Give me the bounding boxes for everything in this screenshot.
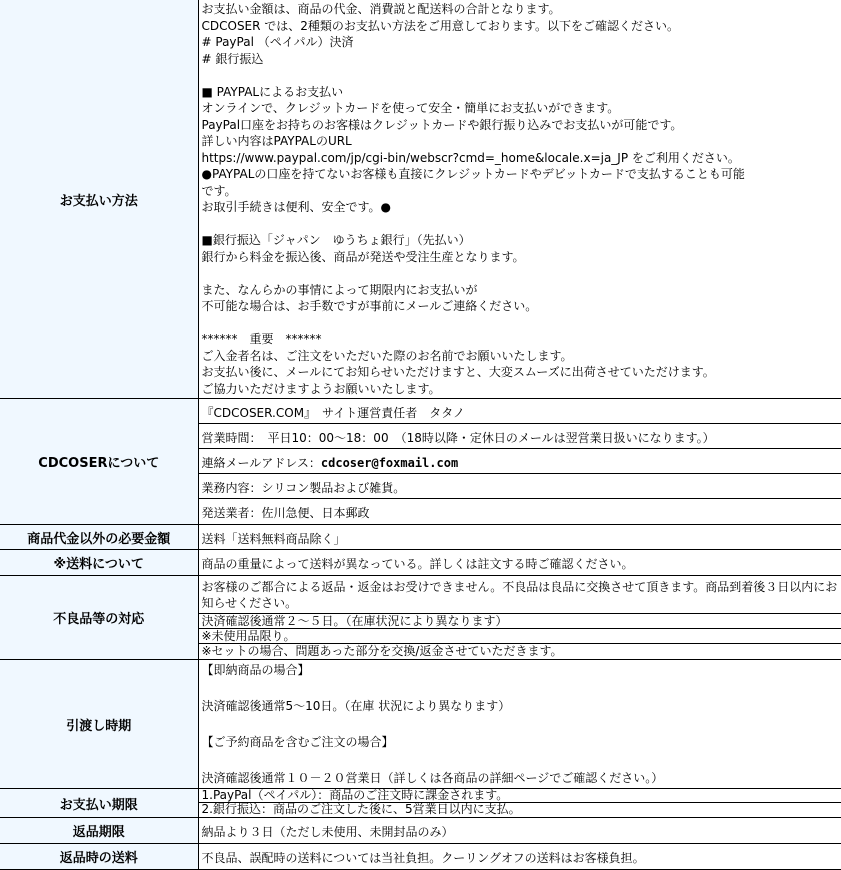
- about-shipper: 発送業者：佐川急便、日本郵政: [199, 499, 841, 524]
- paypal-url-line: https://www.paypal.com/jp/cgi-bin/webscr?cmd=_home&locale.x=ja_JP をご利用ください。: [202, 150, 839, 167]
- row-header-payment-method: お支払い方法: [0, 0, 198, 399]
- defects-set-note: ※セットの場合、問題あった部分を交換/返金させていただきます。: [199, 644, 841, 659]
- text-line: CDCOSER では、2種類のお支払い方法をご用意しております。以下をご確認ください。: [202, 18, 839, 35]
- text-line: また、なんらかの事情によって期限内にお支払いが: [202, 282, 839, 299]
- text-line: お取引手続きは便利、安全です。●: [202, 199, 839, 216]
- text-line: 詳しい内容はPAYPALのURL: [202, 133, 839, 150]
- row-payment-method: [0, 0, 841, 399]
- extra-fees-text: 送料「送料無料商品除く」: [199, 525, 841, 547]
- blank-line: [202, 751, 839, 769]
- about-operator: 『CDCOSER.COM』 サイト運営責任者 タタノ: [199, 399, 841, 424]
- return-deadline-text: 納品より３日（ただし未使用、未開封品のみ）: [199, 818, 841, 840]
- text-line: 【ご予約商品を含むご注文の場合】: [202, 733, 839, 751]
- text-line: 【即納商品の場合】: [202, 661, 839, 679]
- row-header-return-shipping: 返品時の送料: [0, 844, 198, 870]
- blank-line: [202, 315, 839, 332]
- text-line: 決済確認後通常5～10日。（在庫 状況により異なります）: [202, 697, 839, 715]
- text-line: 銀行から料金を振込後、商品が発送や受注生産となります。: [202, 249, 839, 266]
- row-header-payment-deadline: お支払い期限: [0, 789, 198, 818]
- return-deadline-content: [198, 818, 841, 844]
- defects-policy: お客様のご都合による返品・返金はお受けできません。不良品は良品に交換させて頂きます。商品到着後３日以内にお知らせください。: [199, 576, 841, 614]
- row-payment-deadline: [0, 789, 841, 818]
- shipping-text: 商品の重量によって送料が異なっている。詳しくは註文する時ご確認ください。: [199, 550, 841, 572]
- return-shipping-content: [198, 844, 841, 870]
- row-extra-fees: [0, 525, 841, 550]
- defects-content: [198, 576, 841, 660]
- text-line: 決済確認後通常１０－２０営業日（詳しくは各商品の詳細ページでご確認ください。）: [202, 769, 839, 787]
- text-line: # PayPal （ペイパル）決済: [202, 34, 839, 51]
- row-header-delivery: 引渡し時期: [0, 660, 198, 789]
- row-header-defects: 不良品等の対応: [0, 576, 198, 660]
- row-about: [0, 399, 841, 525]
- payment-deadline-content: [198, 789, 841, 818]
- text-line: オンラインで、クレジットカードを使って安全・簡単にお支払いができます。: [202, 100, 839, 117]
- defects-exchange-time: 決済確認後通常２～５日。（在庫状況により異なります）: [199, 614, 841, 629]
- row-return-shipping: [0, 844, 841, 870]
- text-line: ●PAYPALの口座を持てないお客様も直接にクレジットカードやデビットカードで支払することも可能: [202, 166, 839, 183]
- shipping-content: [198, 550, 841, 576]
- payment-deadline-paypal: 1.PayPal（ペイパル）：商品のご注文時に課金されます。: [199, 789, 841, 803]
- row-return-deadline: [0, 818, 841, 844]
- contact-email: cdcoser@foxmail.com: [321, 456, 458, 470]
- text-line: ご入金者名は、ご注文をいただいた際のお名前でお願いいたします。: [202, 348, 839, 365]
- text-line: # 銀行振込: [202, 51, 839, 68]
- row-header-extra-fees: 商品代金以外の必要金額: [0, 525, 198, 550]
- payment-method-text: [199, 0, 841, 398]
- text-line: 不可能な場合は、お手数ですが事前にメールご連絡ください。: [202, 298, 839, 315]
- row-defects: [0, 576, 841, 660]
- text-line: PayPal口座をお持ちのお客様はクレジットカードや銀行振り込みでお支払いが可能です。: [202, 117, 839, 134]
- blank-line: [202, 216, 839, 233]
- blank-line: [202, 265, 839, 282]
- row-header-shipping: ※送料について: [0, 550, 198, 576]
- row-delivery: [0, 660, 841, 789]
- about-contact: [199, 449, 841, 474]
- text-line: お支払い金額は、商品の代金、消費説と配送料の合計となります。: [202, 1, 839, 18]
- text-line: ■ PAYPALによるお支払い: [202, 84, 839, 101]
- defects-unused-note: ※未使用品限り。: [199, 629, 841, 644]
- delivery-text: [199, 660, 841, 788]
- return-shipping-text: 不良品、誤配時の送料については当社負担。クーリングオフの送料はお客様負担。: [199, 844, 841, 866]
- text-line: ■銀行振込「ジャパン ゆうちょ銀行」（先払い）: [202, 232, 839, 249]
- row-shipping: [0, 550, 841, 576]
- about-content: [198, 399, 841, 525]
- text-line: です。: [202, 183, 839, 200]
- extra-fees-content: [198, 525, 841, 550]
- row-header-about: CDCOSERについて: [0, 399, 198, 525]
- blank-line: [202, 679, 839, 697]
- payment-method-content: [198, 0, 841, 399]
- blank-line: [202, 67, 839, 84]
- text-line: ご協力いただけますようお願いいたします。: [202, 381, 839, 398]
- contact-label: 連絡メールアドレス：: [202, 456, 321, 470]
- delivery-content: [198, 660, 841, 789]
- text-line: お支払い後に、メールにてお知らせいただけますと、大変スムーズに出荷させていただけます。: [202, 364, 839, 381]
- row-header-return-deadline: 返品期限: [0, 818, 198, 844]
- important-note-heading: ****** 重要 ******: [202, 331, 839, 348]
- blank-line: [202, 715, 839, 733]
- payment-deadline-bank: 2.銀行振込：商品のご注文した後に、5営業日以内に支払。: [199, 803, 841, 817]
- about-hours: 営業時間： 平日10：00～18：00 （18時以降・定休日のメールは翌営業日扱いになります。）: [199, 424, 841, 449]
- about-business: 業務内容：シリコン製品および雑貨。: [199, 474, 841, 499]
